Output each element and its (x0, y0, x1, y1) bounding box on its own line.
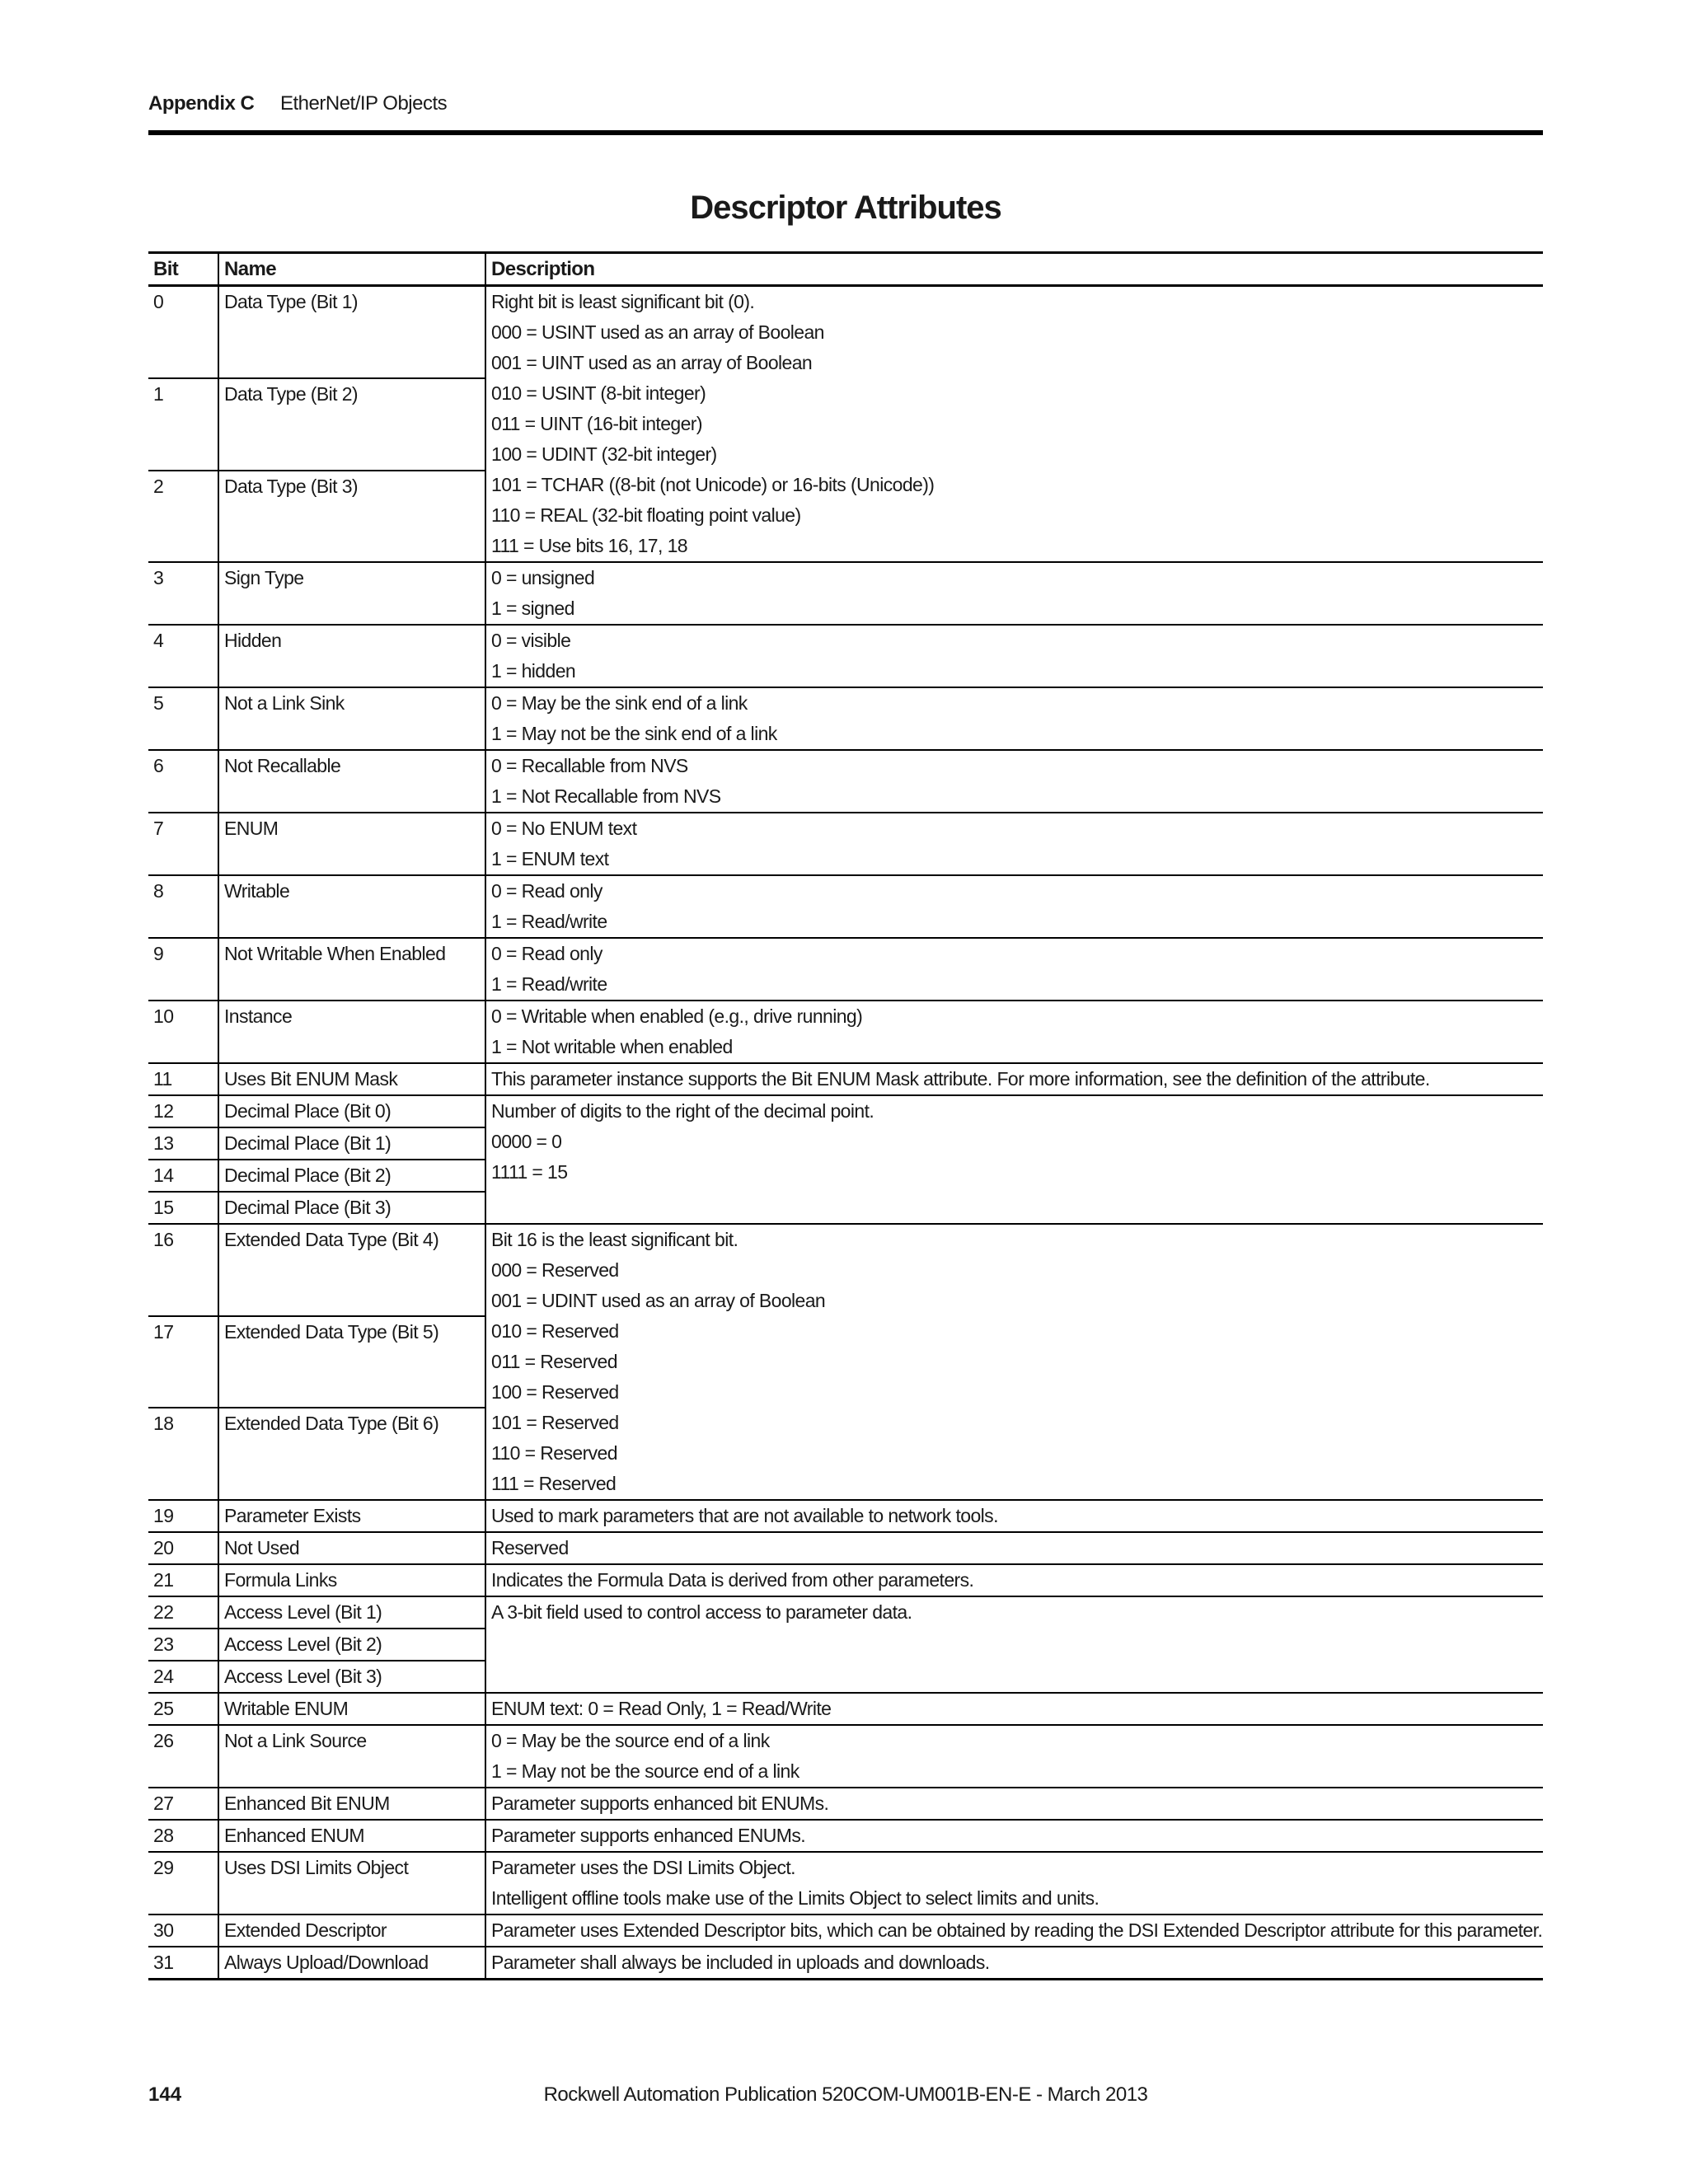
description-line: 111 = Reserved (491, 1473, 617, 1494)
description-line: 1 = May not be the source end of a link (491, 1760, 799, 1782)
description-line: 1 = ENUM text (491, 848, 609, 869)
description-cell (485, 1001, 1543, 1063)
description-cell (485, 1693, 1543, 1725)
description-cell (485, 286, 1543, 563)
table-row (148, 1500, 1543, 1532)
name-cell: Enhanced ENUM (218, 1820, 485, 1852)
name-cell: Extended Descriptor (218, 1915, 485, 1947)
description-cell (485, 1500, 1543, 1532)
description-line: 1 = Not Recallable from NVS (491, 785, 721, 807)
description-line: 0 = unsigned (491, 567, 595, 588)
bit-cell: 28 (148, 1820, 218, 1852)
description-line: Indicates the Formula Data is derived from other parameters. (491, 1569, 974, 1591)
table-row (148, 1788, 1543, 1820)
name-cell: Decimal Place (Bit 1) (218, 1127, 485, 1160)
bit-cell: 23 (148, 1629, 218, 1661)
bit-cell: 20 (148, 1532, 218, 1564)
description-line: 111 = Use bits 16, 17, 18 (491, 535, 687, 556)
column-header-name: Name (218, 253, 485, 286)
description-cell (485, 875, 1543, 938)
description-line: 1111 = 15 (491, 1161, 568, 1183)
name-cell: Not Recallable (218, 750, 485, 813)
bit-cell: 15 (148, 1192, 218, 1224)
bit-cell: 31 (148, 1947, 218, 1980)
name-cell: Not Writable When Enabled (218, 938, 485, 1001)
description-line: 110 = REAL (32-bit floating point value) (491, 504, 801, 526)
name-cell: Not Used (218, 1532, 485, 1564)
description-cell (485, 625, 1543, 687)
section-title: EtherNet/IP Objects (280, 92, 448, 115)
description-cell (485, 1788, 1543, 1820)
bit-cell: 13 (148, 1127, 218, 1160)
name-cell: Formula Links (218, 1564, 485, 1596)
name-cell: Access Level (Bit 1) (218, 1596, 485, 1629)
bit-cell: 14 (148, 1160, 218, 1192)
description-line: 1 = hidden (491, 660, 576, 682)
description-cell (485, 1915, 1543, 1947)
table-row (148, 1224, 1543, 1316)
name-cell: Extended Data Type (Bit 5) (218, 1316, 485, 1408)
name-cell: Parameter Exists (218, 1500, 485, 1532)
description-cell (485, 1063, 1543, 1095)
name-cell: Enhanced Bit ENUM (218, 1788, 485, 1820)
description-line: Parameter supports enhanced bit ENUMs. (491, 1793, 829, 1814)
description-line: 000 = USINT used as an array of Boolean (491, 321, 824, 343)
name-cell: Decimal Place (Bit 0) (218, 1095, 485, 1127)
description-line: 001 = UDINT used as an array of Boolean (491, 1290, 826, 1311)
column-header-description: Description (485, 253, 1543, 286)
description-line: 1 = May not be the sink end of a link (491, 723, 777, 744)
description-line: ENUM text: 0 = Read Only, 1 = Read/Write (491, 1698, 832, 1719)
name-cell: Data Type (Bit 1) (218, 286, 485, 379)
description-line: 110 = Reserved (491, 1442, 617, 1464)
name-cell: Uses Bit ENUM Mask (218, 1063, 485, 1095)
name-cell: Extended Data Type (Bit 6) (218, 1408, 485, 1500)
bit-cell: 17 (148, 1316, 218, 1408)
name-cell: Sign Type (218, 562, 485, 625)
description-line: 100 = UDINT (32-bit integer) (491, 443, 717, 465)
description-line: A 3-bit field used to control access to parameter data. (491, 1601, 912, 1623)
bit-cell: 4 (148, 625, 218, 687)
name-cell: ENUM (218, 813, 485, 875)
description-line: 0 = May be the sink end of a link (491, 692, 748, 714)
table-row (148, 625, 1543, 687)
name-cell: Data Type (Bit 2) (218, 378, 485, 470)
table-row (148, 687, 1543, 750)
name-cell: Hidden (218, 625, 485, 687)
table-row (148, 1596, 1543, 1629)
description-cell (485, 1224, 1543, 1500)
name-cell: Always Upload/Download (218, 1947, 485, 1980)
name-cell: Not a Link Sink (218, 687, 485, 750)
bit-cell: 16 (148, 1224, 218, 1316)
description-cell (485, 1820, 1543, 1852)
bit-cell: 30 (148, 1915, 218, 1947)
description-line: This parameter instance supports the Bit ENUM Mask attribute. For more information, see the definition of the attribute. (491, 1068, 1430, 1090)
table-row (148, 1820, 1543, 1852)
description-line: 011 = UINT (16-bit integer) (491, 413, 702, 434)
bit-cell: 8 (148, 875, 218, 938)
bit-cell: 29 (148, 1852, 218, 1915)
description-line: 0000 = 0 (491, 1131, 562, 1152)
description-cell (485, 1532, 1543, 1564)
bit-cell: 11 (148, 1063, 218, 1095)
bit-cell: 0 (148, 286, 218, 379)
bit-cell: 1 (148, 378, 218, 470)
description-line: 0 = May be the source end of a link (491, 1730, 770, 1751)
description-cell (485, 1564, 1543, 1596)
description-line: 0 = Read only (491, 880, 603, 902)
description-cell (485, 1596, 1543, 1693)
description-line: Bit 16 is the least significant bit. (491, 1229, 738, 1250)
description-line: Parameter uses the DSI Limits Object. (491, 1857, 795, 1878)
name-cell: Writable ENUM (218, 1693, 485, 1725)
description-line: Right bit is least significant bit (0). (491, 291, 755, 312)
bit-cell: 12 (148, 1095, 218, 1127)
table-row (148, 1852, 1543, 1915)
bit-cell: 24 (148, 1661, 218, 1693)
description-line: 010 = USINT (8-bit integer) (491, 382, 706, 404)
appendix-label: Appendix C (148, 92, 255, 115)
table-row (148, 1532, 1543, 1564)
name-cell: Decimal Place (Bit 2) (218, 1160, 485, 1192)
table-row (148, 1095, 1543, 1127)
table-row (148, 1001, 1543, 1063)
description-cell (485, 1852, 1543, 1915)
description-cell (485, 750, 1543, 813)
table-row (148, 1063, 1543, 1095)
description-cell (485, 1095, 1543, 1224)
table-row (148, 1947, 1543, 1980)
description-cell (485, 562, 1543, 625)
description-line: 001 = UINT used as an array of Boolean (491, 352, 813, 373)
description-line: 000 = Reserved (491, 1259, 619, 1281)
description-line: 0 = Writable when enabled (e.g., drive running) (491, 1005, 863, 1027)
description-line: Parameter uses Extended Descriptor bits, which can be obtained by reading the DSI Extended Descriptor attribute for this parameter. (491, 1919, 1543, 1941)
table-row (148, 1725, 1543, 1788)
column-header-bit: Bit (148, 253, 218, 286)
description-line: 0 = No ENUM text (491, 818, 637, 839)
description-cell (485, 1725, 1543, 1788)
description-line: 1 = Read/write (491, 911, 607, 932)
name-cell: Writable (218, 875, 485, 938)
table-row (148, 875, 1543, 938)
name-cell: Instance (218, 1001, 485, 1063)
description-line: Number of digits to the right of the decimal point. (491, 1100, 874, 1122)
description-line: Reserved (491, 1537, 569, 1558)
table-row (148, 938, 1543, 1001)
description-line: 0 = Read only (491, 943, 603, 964)
bit-cell: 19 (148, 1500, 218, 1532)
table-row (148, 1564, 1543, 1596)
table-title: Descriptor Attributes (690, 190, 1001, 226)
description-line: Used to mark parameters that are not available to network tools. (491, 1505, 998, 1526)
bit-cell: 3 (148, 562, 218, 625)
description-line: 101 = TCHAR ((8-bit (not Unicode) or 16-bits (Unicode)) (491, 474, 935, 495)
publication-info: Rockwell Automation Publication 520COM-UM001B-EN-E - March 2013 (543, 2083, 1148, 2106)
bit-cell: 9 (148, 938, 218, 1001)
description-line: 0 = Recallable from NVS (491, 755, 688, 776)
description-cell (485, 687, 1543, 750)
bit-cell: 10 (148, 1001, 218, 1063)
table-row (148, 750, 1543, 813)
name-cell: Data Type (Bit 3) (218, 471, 485, 562)
table-row (148, 562, 1543, 625)
name-cell: Access Level (Bit 3) (218, 1661, 485, 1693)
description-line: 010 = Reserved (491, 1320, 619, 1342)
name-cell: Extended Data Type (Bit 4) (218, 1224, 485, 1316)
description-line: Parameter supports enhanced ENUMs. (491, 1825, 806, 1846)
bit-cell: 5 (148, 687, 218, 750)
description-line: Intelligent offline tools make use of the Limits Object to select limits and units. (491, 1887, 1100, 1909)
bit-cell: 6 (148, 750, 218, 813)
description-cell (485, 1947, 1543, 1980)
name-cell: Decimal Place (Bit 3) (218, 1192, 485, 1224)
description-line: 101 = Reserved (491, 1412, 619, 1433)
page-header (148, 92, 1543, 135)
table-row (148, 813, 1543, 875)
name-cell: Access Level (Bit 2) (218, 1629, 485, 1661)
bit-cell: 26 (148, 1725, 218, 1788)
name-cell: Uses DSI Limits Object (218, 1852, 485, 1915)
description-line: 1 = Not writable when enabled (491, 1036, 733, 1057)
description-line: 1 = Read/write (491, 973, 607, 995)
bit-cell: 27 (148, 1788, 218, 1820)
bit-cell: 21 (148, 1564, 218, 1596)
page-number: 144 (148, 2083, 182, 2106)
table-body (148, 286, 1543, 1980)
description-line: Parameter shall always be included in uploads and downloads. (491, 1952, 990, 1973)
table-row (148, 1693, 1543, 1725)
bit-cell: 25 (148, 1693, 218, 1725)
description-cell (485, 813, 1543, 875)
table-row (148, 1915, 1543, 1947)
bit-cell: 18 (148, 1408, 218, 1500)
description-line: 1 = signed (491, 598, 574, 619)
table-header-row (148, 253, 1543, 286)
bit-cell: 2 (148, 471, 218, 562)
name-cell: Not a Link Source (218, 1725, 485, 1788)
description-cell (485, 938, 1543, 1001)
descriptor-attributes-table (148, 251, 1543, 1980)
description-line: 0 = visible (491, 630, 571, 651)
bit-cell: 7 (148, 813, 218, 875)
bit-cell: 22 (148, 1596, 218, 1629)
description-line: 011 = Reserved (491, 1351, 617, 1372)
description-line: 100 = Reserved (491, 1381, 619, 1403)
table-row (148, 286, 1543, 379)
